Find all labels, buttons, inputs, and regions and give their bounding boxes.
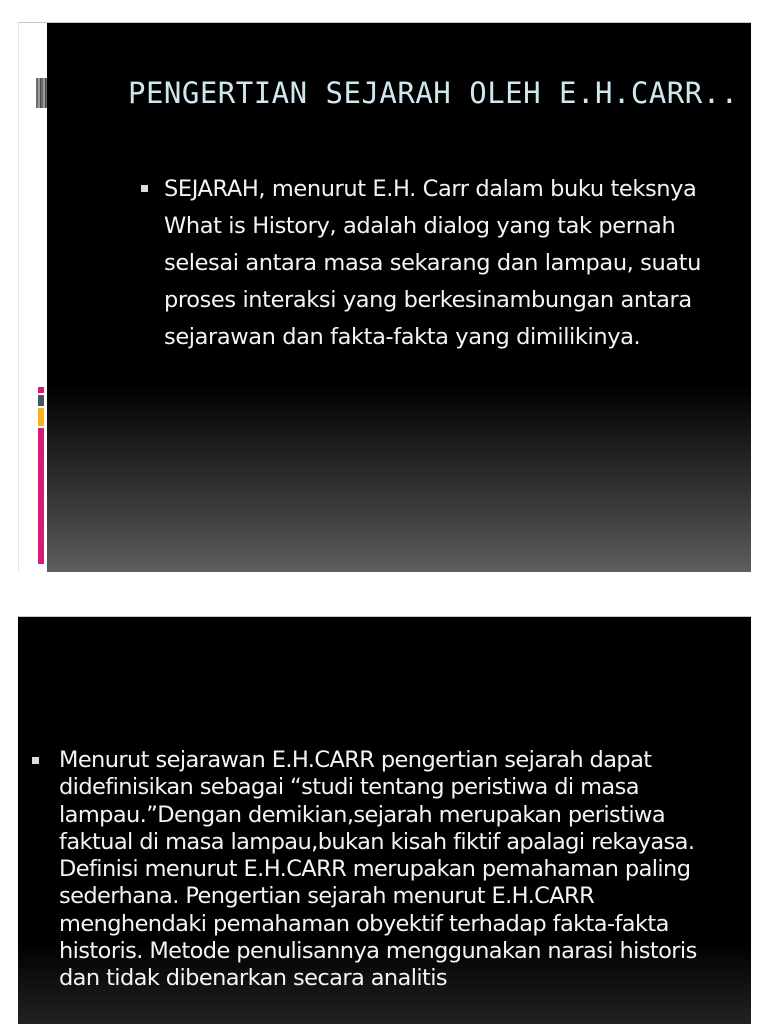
bullet-text: Menurut sejarawan E.H.CARR pengertian sejarah dapat didefinisikan sebagai “studi tentang peristiwa di masa lampau.”Dengan demikian,sejarah merupakan peristiwa faktual di masa lampau,bukan kisah fiktif apalagi rekayasa. Definisi menurut E.H.CARR merupakan pemahaman paling sederhana. Pengertian sejarah menurut E.H.CARR menghendaki pemahaman obyektif terhadap fakta-fakta historis. Metode penulisannya menggunakan narasi historis dan tidak dibenarkan secara analitis xyxy=(59,747,697,992)
bullet-item xyxy=(32,747,712,993)
slide-1-content xyxy=(47,23,751,572)
square-bullet-icon xyxy=(32,757,39,764)
slide-title: PENGERTIAN SEJARAH OLEH E.H.CARR.. xyxy=(128,76,739,110)
bullet-item xyxy=(141,171,741,356)
slide-2 xyxy=(18,616,751,1024)
accent-bar-pink-long xyxy=(38,428,44,564)
bullet-text: SEJARAH, menurut E.H. Carr dalam buku teksnya What is History, adalah dialog yang tak pernah selesai antara masa sekarang dan lampau, suatu proses interaksi yang berkesinambungan antara sejarawan dan fakta-fakta yang dimilikinya. xyxy=(164,176,702,350)
square-bullet-icon xyxy=(141,185,148,192)
slide-1 xyxy=(18,22,751,572)
accent-bar-pink-small xyxy=(38,387,44,393)
accent-bar-yellow xyxy=(38,408,44,426)
accent-bar-slate xyxy=(38,395,44,406)
